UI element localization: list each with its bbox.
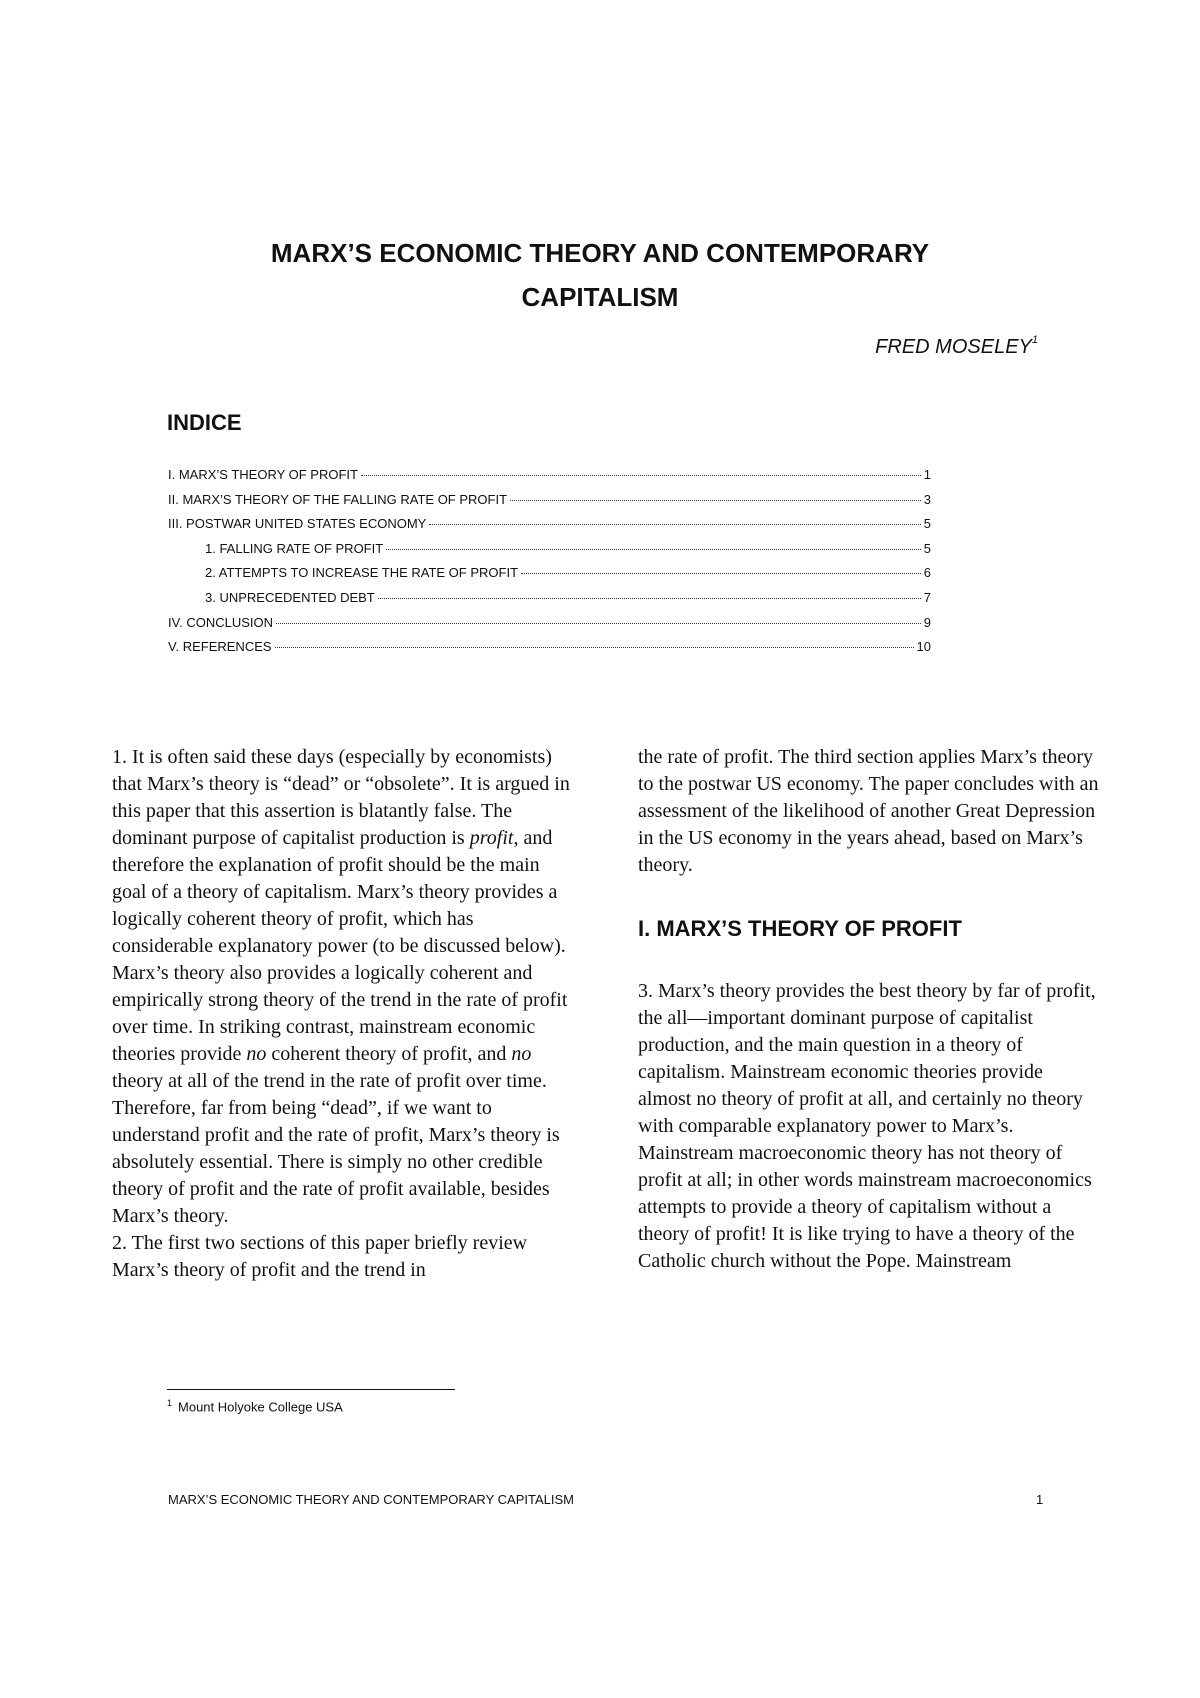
toc-subentry[interactable] <box>168 590 931 615</box>
footnote-marker: 1 <box>167 1398 173 1408</box>
toc-subentry[interactable] <box>168 565 931 590</box>
toc-entry-page: 6 <box>923 565 931 581</box>
emphasis-text: no <box>246 1043 267 1065</box>
page-number: 1 <box>1036 1492 1044 1507</box>
toc-entry-page: 7 <box>923 589 931 605</box>
toc-entry-label: 1. FALLING RATE OF PROFIT <box>205 540 384 556</box>
footnote-divider <box>167 1389 455 1390</box>
toc-heading: INDICE <box>167 410 242 435</box>
body-column-right <box>638 744 1100 1275</box>
footnote <box>167 1398 343 1414</box>
toc-entry-label: II. MARX’S THEORY OF THE FALLING RATE OF PROFIT <box>168 491 508 507</box>
table-of-contents <box>168 467 931 664</box>
toc-entry-page: 10 <box>916 639 931 655</box>
toc-entry-page: 5 <box>923 540 931 556</box>
emphasis-text: profit <box>469 827 514 849</box>
toc-entry-page: 9 <box>923 614 931 630</box>
footnote-text: Mount Holyoke College USA <box>178 1399 343 1415</box>
toc-entry-label: III. POSTWAR UNITED STATES ECONOMY <box>168 516 427 532</box>
paragraph-1 <box>112 744 572 1230</box>
toc-entry-page: 5 <box>923 516 931 532</box>
running-footer-title: MARX’S ECONOMIC THEORY AND CONTEMPORARY CAPITALISM <box>168 1492 574 1507</box>
toc-leader-dots <box>361 475 921 476</box>
paragraph-2-continued: the rate of profit. The third section applies Marx’s theory to the postwar US economy. The paper concludes with an assessment of the likelihood of another Great Depression in the US economy in the years ahead, based on Marx’s theory. <box>638 746 1099 876</box>
toc-leader-dots <box>378 598 921 599</box>
toc-leader-dots <box>429 524 920 525</box>
toc-entry-label: I. MARX’S THEORY OF PROFIT <box>168 467 358 482</box>
toc-leader-dots <box>386 549 921 550</box>
toc-entry-page: 1 <box>923 467 931 482</box>
body-column-left <box>112 744 572 1284</box>
toc-entry[interactable] <box>168 467 931 492</box>
paragraph-text: theory at all of the trend in the rate of profit over time. Therefore, far from being “dead”, if we want to understand profit and the rate of profit, Marx’s theory is absolutely essential. There is simply no other credible theory of profit and the rate of profit available, besides Marx’s theory. <box>112 1070 560 1227</box>
document-title-line-2: CAPITALISM <box>521 282 679 312</box>
toc-entry-page: 3 <box>923 491 931 507</box>
toc-entry-label: IV. CONCLUSION <box>168 614 273 630</box>
toc-leader-dots <box>275 647 914 648</box>
toc-entry[interactable] <box>168 639 931 664</box>
toc-entry[interactable] <box>168 516 931 541</box>
toc-entry[interactable] <box>168 492 931 517</box>
emphasis-text: no <box>511 1043 532 1065</box>
toc-entry-label: V. REFERENCES <box>168 639 272 655</box>
paragraph-2-start: 2. The first two sections of this paper briefly review Marx’s theory of profit and the trend in <box>112 1232 528 1281</box>
toc-leader-dots <box>521 573 921 574</box>
toc-entry-label: 2. ATTEMPTS TO INCREASE THE RATE OF PROFIT <box>205 565 519 581</box>
paragraph-3: 3. Marx’s theory provides the best theory by far of profit, the all—important dominant purpose of capitalist production, and the main question in a theory of capitalism. Mainstream economic theories provide almost no theory of profit at all, and certainly no theory with comparable explanatory power to Marx’s. Mainstream macroeconomic theory has not theory of profit at all; in other words mainstream macroeconomics attempts to provide a theory of capitalism without a theory of profit! It is like trying to have a theory of the Catholic church without the Pope. Mainstream <box>638 980 1096 1272</box>
section-heading-1: I. MARX’S THEORY OF PROFIT <box>638 916 962 941</box>
toc-entry[interactable] <box>168 615 931 640</box>
paragraph-text: coherent theory of profit, and <box>266 1043 512 1065</box>
toc-entry-label: 3. UNPRECEDENTED DEBT <box>205 589 375 605</box>
paragraph-text: 1. It is often said these days (especially by economists) that Marx’s theory is “dead” or “obsolete”. It is argued in this paper that this assertion is blatantly false. The dominant purpose of capitalist production is <box>112 746 570 849</box>
paragraph-text: , and therefore the explanation of profit should be the main goal of a theory of capitalism. Marx’s theory provides a logically coherent theory of profit, which has considerable explanatory power (to be discussed below). Marx’s theory also provides a logically coherent and empirically strong theory of the trend in the rate of profit over time. In striking contrast, mainstream economic theories provide <box>112 827 568 1065</box>
author-name: FRED MOSELEY <box>875 336 1032 358</box>
author-byline <box>875 336 1038 359</box>
document-title-line-1: MARX’S ECONOMIC THEORY AND CONTEMPORARY <box>270 238 930 268</box>
author-footnote-marker: 1 <box>1031 334 1038 347</box>
toc-leader-dots <box>276 623 921 624</box>
toc-subentry[interactable] <box>168 541 931 566</box>
toc-leader-dots <box>510 500 921 501</box>
